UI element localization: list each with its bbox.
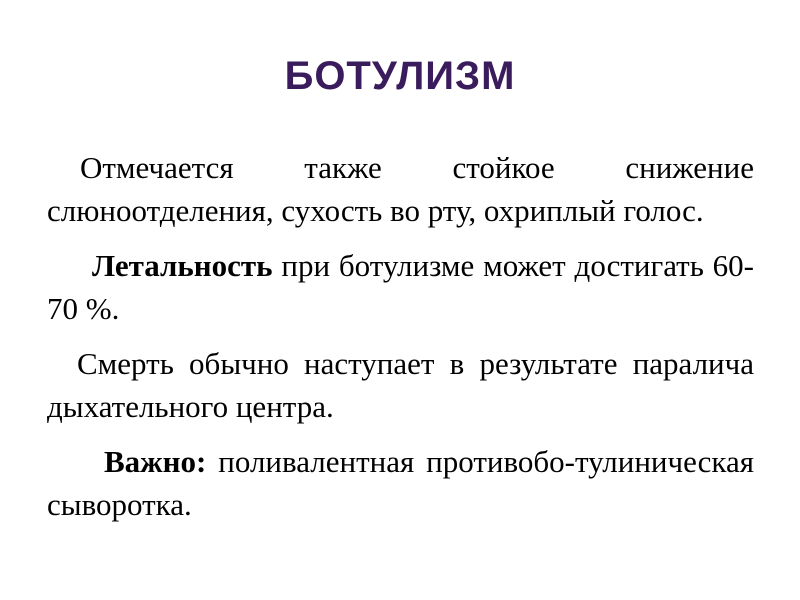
lethality-label: Летальность bbox=[92, 248, 273, 283]
slide-body bbox=[47, 146, 754, 538]
paragraph-lethality-text: при ботулизме может достигать 60-70 %. bbox=[47, 248, 754, 326]
paragraph-symptoms-text: Отмечается также стойкое снижение слюноотделения, сухость во рту, охриплый голос. bbox=[47, 150, 754, 228]
paragraph-symptoms bbox=[47, 146, 754, 232]
paragraph-important-text: поливалентная противобо-тулиническая сыворотка. bbox=[47, 444, 754, 522]
paragraph-death bbox=[47, 342, 754, 428]
important-label: Важно: bbox=[104, 444, 207, 479]
paragraph-lethality bbox=[47, 244, 754, 330]
slide-title: БОТУЛИЗМ bbox=[284, 54, 516, 98]
paragraph-death-text: Смерть обычно наступает в результате паралича дыхательного центра. bbox=[47, 346, 754, 424]
paragraph-important bbox=[47, 440, 754, 526]
